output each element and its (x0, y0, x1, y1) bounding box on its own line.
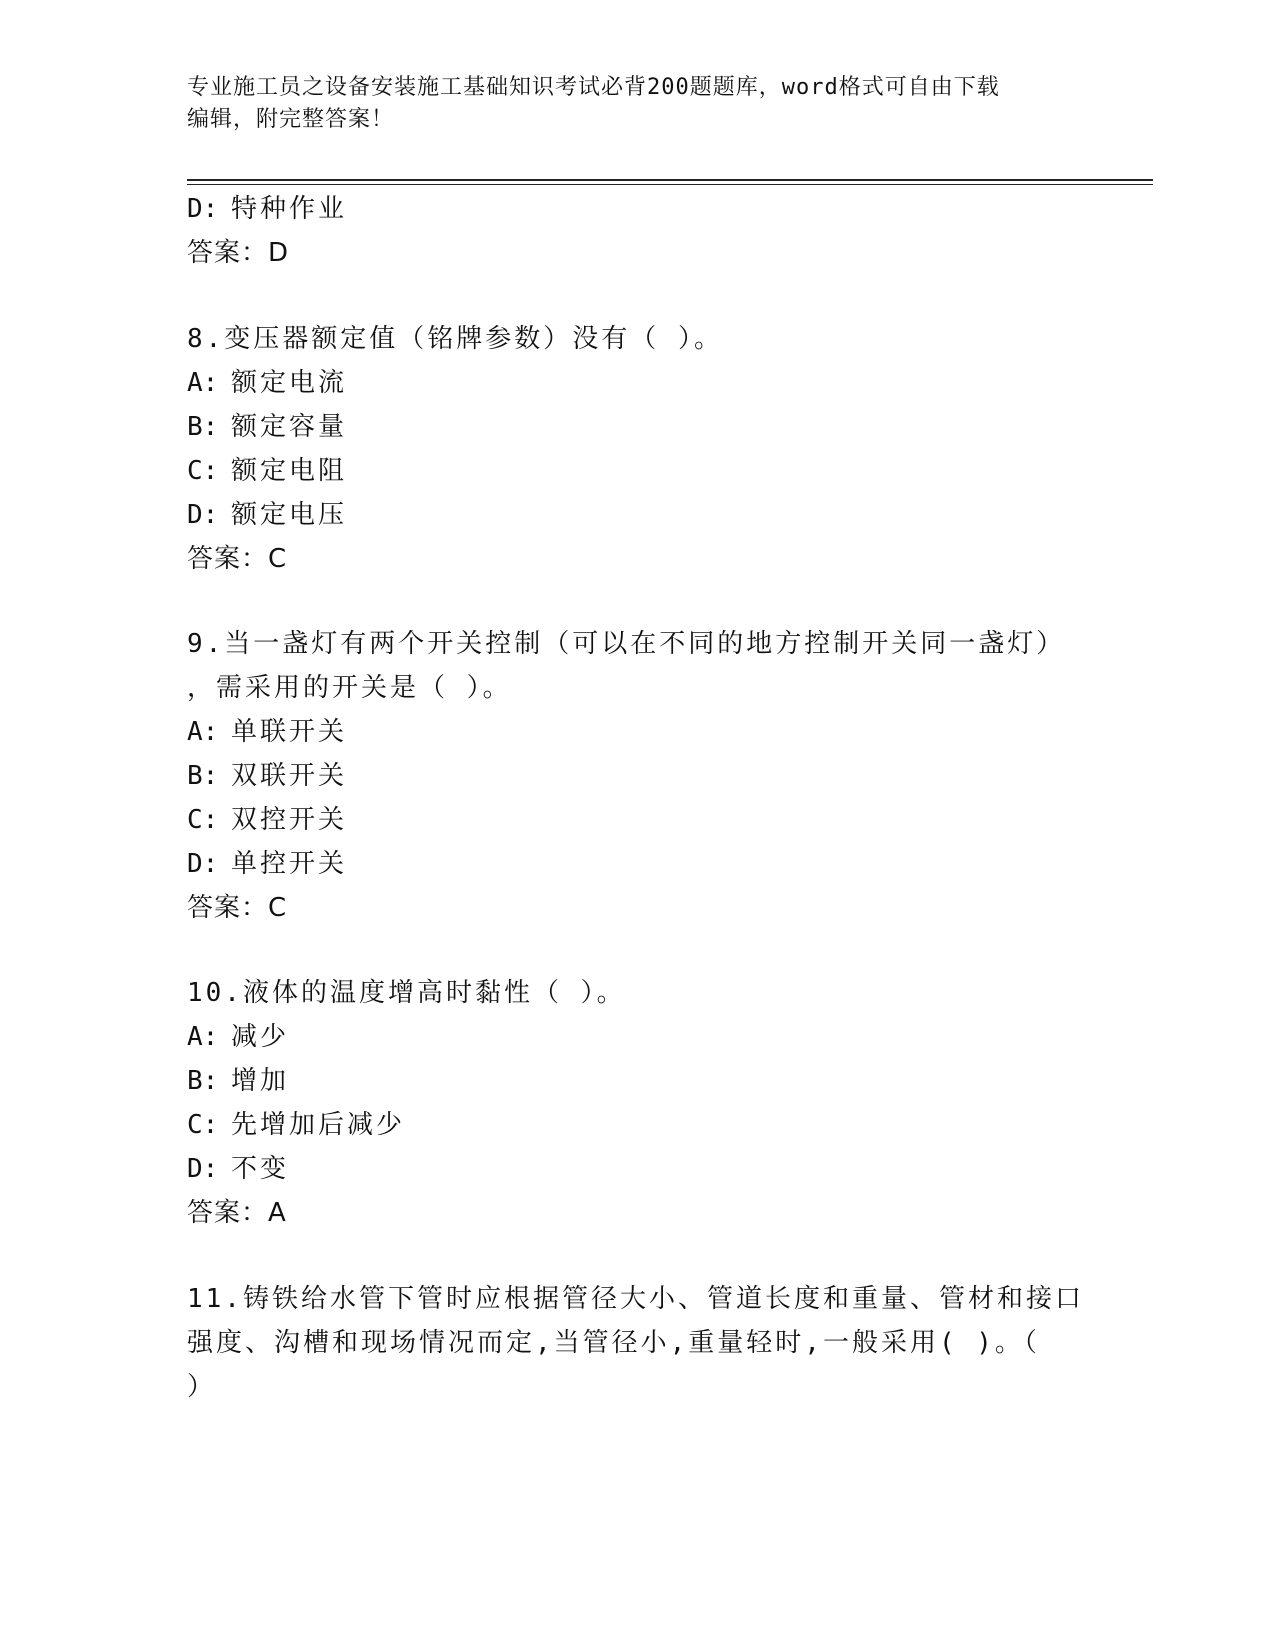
option-text: 双联开关 (231, 761, 348, 791)
q10-option-a (187, 1020, 289, 1054)
option-letter: B: (187, 1066, 219, 1096)
option-text: 额定电流 (231, 368, 348, 398)
q8-answer: 答案：C (187, 544, 288, 574)
q9-answer: 答案：C (187, 893, 288, 923)
q11-stem-line-3: ） (187, 1372, 217, 1402)
q9-stem-line-1: 9.当一盏灯有两个开关控制（可以在不同的地方控制开关同一盏灯） (187, 629, 1066, 659)
q8-stem: 8.变压器额定值（铭牌参数）没有（ ）。 (187, 324, 723, 354)
option-letter: A: (187, 717, 219, 747)
option-text: 减少 (231, 1022, 290, 1052)
option-letter: C: (187, 1110, 219, 1140)
option-letter: A: (187, 1022, 219, 1052)
q9-option-b (187, 759, 347, 793)
header-divider-thin (187, 184, 1153, 185)
option-text: 单联开关 (231, 717, 348, 747)
option-letter: C: (187, 805, 219, 835)
header-title-line-2: 编辑，附完整答案！ (187, 107, 395, 132)
header-divider-thick (187, 179, 1153, 181)
prev-answer: 答案：D (187, 238, 290, 268)
option-text: 特种作业 (231, 194, 348, 224)
q10-option-c (187, 1108, 405, 1142)
option-text: 额定电阻 (231, 456, 348, 486)
option-letter: D: (187, 849, 219, 879)
document-header (187, 72, 1067, 136)
q8-option-c (187, 454, 347, 488)
q8-option-b (187, 410, 347, 444)
option-letter: A: (187, 368, 219, 398)
q11-stem-line-1: 11.铸铁给水管下管时应根据管径大小、管道长度和重量、管材和接口 (187, 1284, 1084, 1314)
header-title-line-1: 专业施工员之设备安装施工基础知识考试必背200题题库，word格式可自由下载 (187, 75, 1000, 100)
q10-answer: 答案：A (187, 1198, 287, 1228)
option-letter: D: (187, 1154, 219, 1184)
option-text: 单控开关 (231, 849, 348, 879)
option-text: 额定电压 (231, 500, 348, 530)
option-text: 不变 (231, 1154, 290, 1184)
q10-option-b (187, 1064, 289, 1098)
q10-option-d (187, 1152, 289, 1186)
q9-option-c (187, 803, 347, 837)
option-text: 额定容量 (231, 412, 348, 442)
q9-option-a (187, 715, 347, 749)
q9-option-d (187, 847, 347, 881)
option-letter: B: (187, 412, 219, 442)
q9-stem-line-2: ，需采用的开关是（ ）。 (187, 673, 512, 703)
q8-option-a (187, 366, 347, 400)
option-text: 先增加后减少 (231, 1110, 406, 1140)
option-text: 双控开关 (231, 805, 348, 835)
option-letter: C: (187, 456, 219, 486)
q11-stem-line-2: 强度、沟槽和现场情况而定,当管径小,重量轻时,一般采用( )。（ (187, 1328, 1040, 1358)
q8-option-d (187, 498, 347, 532)
q10-stem: 10.液体的温度增高时黏性（ ）。 (187, 978, 626, 1008)
option-letter: D: (187, 500, 219, 530)
option-letter: B: (187, 761, 219, 791)
option-text: 增加 (231, 1066, 290, 1096)
option-letter: D: (187, 194, 219, 224)
prev-option-d (187, 192, 347, 226)
